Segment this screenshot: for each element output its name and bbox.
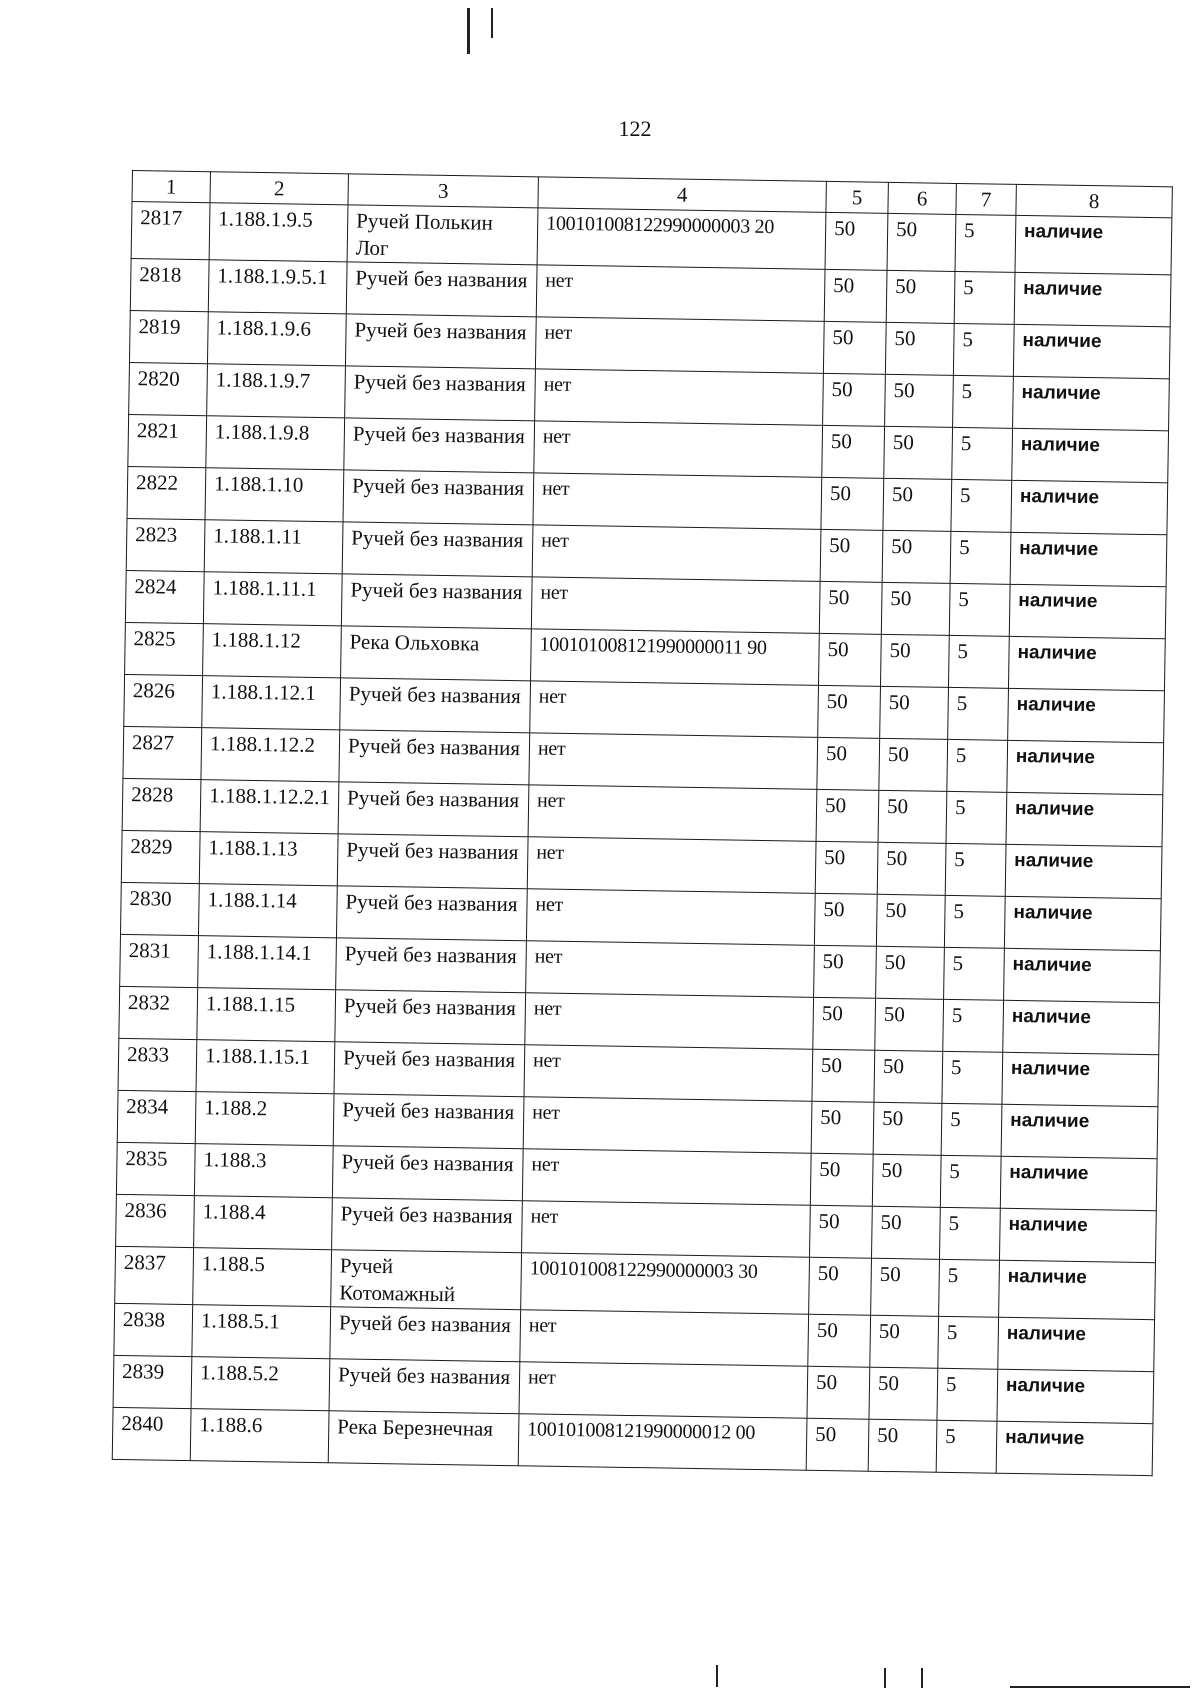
scan-mark-bottom-1 bbox=[716, 1665, 718, 1687]
column-header-6: 6 bbox=[888, 182, 956, 214]
value-col5-cell: 50 bbox=[814, 893, 877, 946]
registry-code-cell: нет bbox=[535, 369, 824, 426]
row-number-cell: 2837 bbox=[115, 1246, 194, 1304]
status-cell: наличие bbox=[1013, 376, 1170, 430]
value-col6-cell: 50 bbox=[869, 1367, 938, 1420]
value-col5-cell: 50 bbox=[810, 1205, 873, 1258]
water-name-cell: Ручей без названия bbox=[345, 314, 536, 369]
water-name-cell: Ручей Котомажный bbox=[331, 1250, 522, 1310]
registry-code-cell: нет bbox=[522, 1201, 811, 1258]
value-col6-cell: 50 bbox=[886, 270, 955, 323]
status-cell: наличие bbox=[1009, 584, 1166, 638]
value-col5-cell: 50 bbox=[808, 1314, 871, 1367]
value-col5-cell: 50 bbox=[824, 269, 887, 322]
water-code-cell: 1.188.5.2 bbox=[191, 1357, 330, 1411]
water-code-cell: 1.188.1.10 bbox=[205, 468, 344, 522]
value-col7-cell: 5 bbox=[948, 687, 1009, 740]
water-name-cell: Ручей без названия bbox=[329, 1359, 520, 1414]
registry-code-cell: нет bbox=[533, 473, 822, 530]
value-col6-cell: 50 bbox=[884, 426, 953, 479]
row-number-cell: 2835 bbox=[116, 1142, 195, 1195]
value-col6-cell: 50 bbox=[872, 1154, 941, 1207]
value-col6-cell: 50 bbox=[870, 1315, 939, 1368]
status-cell: наличие bbox=[997, 1369, 1154, 1423]
column-header-5: 5 bbox=[826, 181, 888, 213]
value-col5-cell: 50 bbox=[814, 945, 877, 998]
value-col6-cell: 50 bbox=[885, 374, 954, 427]
row-number-cell: 2838 bbox=[114, 1303, 193, 1356]
row-number-cell: 2828 bbox=[122, 778, 201, 831]
registry-sheet bbox=[112, 170, 1172, 1476]
water-name-cell: Ручей без названия bbox=[344, 418, 535, 473]
water-name-cell: Ручей без названия bbox=[342, 522, 533, 577]
status-cell: наличие bbox=[1010, 532, 1167, 586]
row-number-cell: 2821 bbox=[128, 414, 207, 467]
registry-code-cell: 100101008121990000011 90 bbox=[531, 629, 820, 686]
water-name-cell: Ручей без названия bbox=[332, 1146, 523, 1201]
column-header-1: 1 bbox=[132, 171, 210, 203]
value-col6-cell: 50 bbox=[879, 738, 948, 791]
water-code-cell: 1.188.3 bbox=[194, 1144, 333, 1198]
registry-code-cell: нет bbox=[523, 1097, 812, 1154]
water-code-cell: 1.188.1.9.5.1 bbox=[208, 260, 347, 314]
row-number-cell: 2829 bbox=[121, 830, 200, 883]
value-col7-cell: 5 bbox=[952, 427, 1013, 480]
status-cell: наличие bbox=[1008, 688, 1165, 742]
water-code-cell: 1.188.1.14 bbox=[198, 884, 337, 938]
column-header-4: 4 bbox=[538, 177, 826, 213]
water-name-cell: Ручей без названия bbox=[336, 886, 527, 941]
scan-mark-top-2 bbox=[491, 8, 493, 38]
water-code-cell: 1.188.1.9.5 bbox=[209, 203, 348, 262]
status-cell: наличие bbox=[999, 1260, 1156, 1319]
water-name-cell: Ручей без названия bbox=[345, 366, 536, 421]
row-number-cell: 2831 bbox=[120, 934, 199, 987]
table-body bbox=[112, 202, 1172, 1476]
value-col5-cell: 50 bbox=[812, 1049, 875, 1102]
water-name-cell: Ручей без названия bbox=[339, 730, 530, 785]
water-code-cell: 1.188.1.11.1 bbox=[203, 572, 342, 626]
water-code-cell: 1.188.1.12.1 bbox=[202, 676, 341, 730]
row-number-cell: 2824 bbox=[125, 570, 204, 623]
row-number-cell: 2834 bbox=[117, 1090, 196, 1143]
registry-code-cell: нет bbox=[525, 993, 814, 1050]
value-col6-cell: 50 bbox=[882, 530, 951, 583]
water-code-cell: 1.188.1.15 bbox=[197, 988, 336, 1042]
row-number-cell: 2817 bbox=[131, 202, 210, 260]
row-number-cell: 2823 bbox=[126, 518, 205, 571]
water-name-cell: Ручей без названия bbox=[346, 262, 537, 317]
registry-code-cell: нет bbox=[536, 265, 825, 322]
row-number-cell: 2840 bbox=[112, 1407, 191, 1460]
value-col5-cell: 50 bbox=[810, 1153, 873, 1206]
registry-code-cell: нет bbox=[524, 1045, 813, 1102]
water-name-cell: Ручей без названия bbox=[330, 1307, 521, 1362]
value-col6-cell: 50 bbox=[876, 894, 945, 947]
value-col6-cell: 50 bbox=[874, 1050, 943, 1103]
water-name-cell: Ручей без названия bbox=[335, 990, 526, 1045]
status-cell: наличие bbox=[1008, 636, 1165, 690]
value-col5-cell: 50 bbox=[813, 997, 876, 1050]
value-col7-cell: 5 bbox=[947, 739, 1008, 792]
registry-table bbox=[112, 170, 1173, 1476]
value-col7-cell: 5 bbox=[944, 895, 1005, 948]
water-code-cell: 1.188.1.14.1 bbox=[198, 936, 337, 990]
value-col7-cell: 5 bbox=[953, 323, 1014, 376]
water-code-cell: 1.188.1.12.2 bbox=[201, 728, 340, 782]
value-col7-cell: 5 bbox=[944, 947, 1005, 1000]
water-name-cell: Ручей без названия bbox=[336, 938, 527, 993]
row-number-cell: 2833 bbox=[118, 1038, 197, 1091]
water-code-cell: 1.188.4 bbox=[194, 1196, 333, 1250]
value-col6-cell: 50 bbox=[878, 790, 947, 843]
value-col7-cell: 5 bbox=[949, 583, 1010, 636]
registry-code-cell: 100101008121990000012 00 bbox=[518, 1414, 807, 1471]
value-col5-cell: 50 bbox=[819, 581, 882, 634]
status-cell: наличие bbox=[1002, 1052, 1159, 1106]
value-col7-cell: 5 bbox=[936, 1420, 997, 1473]
scan-mark-top bbox=[467, 8, 470, 54]
registry-code-cell: нет bbox=[519, 1362, 808, 1419]
page-number: 122 bbox=[618, 116, 652, 141]
scan-mark-bottom-2 bbox=[884, 1668, 886, 1688]
value-col7-cell: 5 bbox=[939, 1207, 1000, 1260]
value-col7-cell: 5 bbox=[953, 375, 1014, 428]
row-number-cell: 2826 bbox=[124, 674, 203, 727]
water-name-cell: Ручей без названия bbox=[337, 834, 528, 889]
water-code-cell: 1.188.1.11 bbox=[204, 520, 343, 574]
value-col6-cell: 50 bbox=[871, 1206, 940, 1259]
value-col5-cell: 50 bbox=[820, 529, 883, 582]
row-number-cell: 2818 bbox=[130, 258, 209, 311]
water-name-cell: Ручей без названия bbox=[334, 1042, 525, 1097]
status-cell: наличие bbox=[1003, 1000, 1160, 1054]
value-col5-cell: 50 bbox=[816, 789, 879, 842]
status-cell: наличие bbox=[1004, 896, 1161, 950]
value-col7-cell: 5 bbox=[955, 214, 1016, 272]
water-code-cell: 1.188.1.9.8 bbox=[206, 416, 345, 470]
water-name-cell: Ручей без названия bbox=[341, 574, 532, 629]
row-number-cell: 2822 bbox=[127, 466, 206, 519]
value-col5-cell: 50 bbox=[811, 1101, 874, 1154]
registry-code-cell: нет bbox=[526, 941, 815, 998]
row-number-cell: 2836 bbox=[116, 1194, 195, 1247]
status-cell: наличие bbox=[1007, 740, 1164, 794]
value-col6-cell: 50 bbox=[881, 582, 950, 635]
status-cell: наличие bbox=[1013, 324, 1170, 378]
value-col7-cell: 5 bbox=[945, 843, 1006, 896]
value-col6-cell: 50 bbox=[883, 478, 952, 531]
value-col5-cell: 50 bbox=[809, 1257, 872, 1315]
value-col6-cell: 50 bbox=[885, 322, 954, 375]
status-cell: наличие bbox=[1001, 1104, 1158, 1158]
registry-code-cell: нет bbox=[529, 733, 818, 790]
status-cell: наличие bbox=[1004, 948, 1161, 1002]
registry-code-cell: нет bbox=[535, 317, 824, 374]
status-cell: наличие bbox=[1011, 480, 1168, 534]
registry-code-cell: нет bbox=[526, 889, 815, 946]
row-number-cell: 2839 bbox=[113, 1355, 192, 1408]
water-name-cell: Ручей без названия bbox=[338, 782, 529, 837]
water-code-cell: 1.188.1.12 bbox=[203, 624, 342, 678]
value-col6-cell: 50 bbox=[868, 1419, 937, 1472]
water-name-cell: Река Ольховка bbox=[341, 626, 532, 681]
value-col6-cell: 50 bbox=[875, 998, 944, 1051]
water-name-cell: Ручей без названия bbox=[343, 470, 534, 525]
status-cell: наличие bbox=[1012, 428, 1169, 482]
value-col5-cell: 50 bbox=[823, 373, 886, 426]
value-col5-cell: 50 bbox=[815, 841, 878, 894]
row-number-cell: 2825 bbox=[125, 622, 204, 675]
value-col7-cell: 5 bbox=[946, 791, 1007, 844]
status-cell: наличие bbox=[1005, 844, 1162, 898]
registry-code-cell: нет bbox=[520, 1310, 809, 1367]
value-col6-cell: 50 bbox=[877, 842, 946, 895]
status-cell: наличие bbox=[1015, 215, 1172, 274]
registry-code-cell: нет bbox=[531, 577, 820, 634]
value-col7-cell: 5 bbox=[937, 1368, 998, 1421]
value-col5-cell: 50 bbox=[825, 212, 888, 270]
status-cell: наличие bbox=[999, 1208, 1156, 1262]
registry-code-cell: нет bbox=[522, 1149, 811, 1206]
registry-code-cell: 100101008122990000003 20 bbox=[537, 208, 826, 270]
row-number-cell: 2832 bbox=[119, 986, 198, 1039]
row-number-cell: 2819 bbox=[129, 310, 208, 363]
value-col5-cell: 50 bbox=[821, 477, 884, 530]
value-col6-cell: 50 bbox=[871, 1258, 940, 1316]
water-code-cell: 1.188.1.15.1 bbox=[196, 1040, 335, 1094]
value-col6-cell: 50 bbox=[880, 634, 949, 687]
value-col5-cell: 50 bbox=[822, 425, 885, 478]
scan-mark-bottom-3 bbox=[921, 1668, 923, 1688]
column-header-8: 8 bbox=[1016, 184, 1172, 217]
water-code-cell: 1.188.5 bbox=[193, 1248, 332, 1307]
column-header-3: 3 bbox=[348, 174, 538, 208]
registry-code-cell: нет bbox=[527, 837, 816, 894]
column-header-7: 7 bbox=[956, 183, 1016, 215]
row-number-cell: 2827 bbox=[123, 726, 202, 779]
status-cell: наличие bbox=[1000, 1156, 1157, 1210]
water-code-cell: 1.188.5.1 bbox=[192, 1305, 331, 1359]
water-code-cell: 1.188.6 bbox=[190, 1409, 329, 1463]
value-col6-cell: 50 bbox=[880, 686, 949, 739]
water-code-cell: 1.188.1.13 bbox=[199, 832, 338, 886]
registry-code-cell: нет bbox=[534, 421, 823, 478]
water-code-cell: 1.188.1.12.2.1 bbox=[200, 780, 339, 834]
status-cell: наличие bbox=[1006, 792, 1163, 846]
row-number-cell: 2830 bbox=[120, 882, 199, 935]
value-col6-cell: 50 bbox=[887, 213, 956, 271]
water-name-cell: Ручей без названия bbox=[332, 1198, 523, 1253]
value-col5-cell: 50 bbox=[817, 737, 880, 790]
value-col7-cell: 5 bbox=[948, 635, 1009, 688]
value-col7-cell: 5 bbox=[950, 531, 1011, 584]
water-name-cell: Ручей без названия bbox=[340, 678, 531, 733]
value-col5-cell: 50 bbox=[806, 1418, 869, 1471]
water-code-cell: 1.188.1.9.6 bbox=[207, 312, 346, 366]
value-col6-cell: 50 bbox=[873, 1102, 942, 1155]
status-cell: наличие bbox=[998, 1317, 1155, 1371]
water-name-cell: Ручей без названия bbox=[333, 1094, 524, 1149]
column-header-2: 2 bbox=[210, 172, 348, 205]
value-col7-cell: 5 bbox=[942, 1051, 1003, 1104]
row-number-cell: 2820 bbox=[129, 362, 208, 415]
value-col7-cell: 5 bbox=[951, 479, 1012, 532]
value-col5-cell: 50 bbox=[823, 321, 886, 374]
value-col7-cell: 5 bbox=[943, 999, 1004, 1052]
water-name-cell: Река Березнечная bbox=[328, 1411, 519, 1466]
scan-mark-bottom-line bbox=[1010, 1686, 1190, 1688]
registry-code-cell: нет bbox=[530, 681, 819, 738]
water-code-cell: 1.188.1.9.7 bbox=[207, 364, 346, 418]
status-cell: наличие bbox=[996, 1421, 1153, 1475]
value-col6-cell: 50 bbox=[876, 946, 945, 999]
value-col5-cell: 50 bbox=[807, 1366, 870, 1419]
registry-code-cell: нет bbox=[528, 785, 817, 842]
value-col7-cell: 5 bbox=[939, 1259, 1000, 1317]
status-cell: наличие bbox=[1014, 272, 1171, 326]
value-col7-cell: 5 bbox=[940, 1155, 1001, 1208]
value-col5-cell: 50 bbox=[818, 685, 881, 738]
registry-code-cell: нет bbox=[532, 525, 821, 582]
value-col7-cell: 5 bbox=[941, 1103, 1002, 1156]
value-col7-cell: 5 bbox=[938, 1316, 999, 1369]
value-col7-cell: 5 bbox=[954, 271, 1015, 324]
water-code-cell: 1.188.2 bbox=[195, 1092, 334, 1146]
registry-code-cell: 100101008122990000003 30 bbox=[521, 1253, 810, 1315]
value-col5-cell: 50 bbox=[818, 633, 881, 686]
water-name-cell: Ручей Полькин Лог bbox=[347, 205, 538, 265]
